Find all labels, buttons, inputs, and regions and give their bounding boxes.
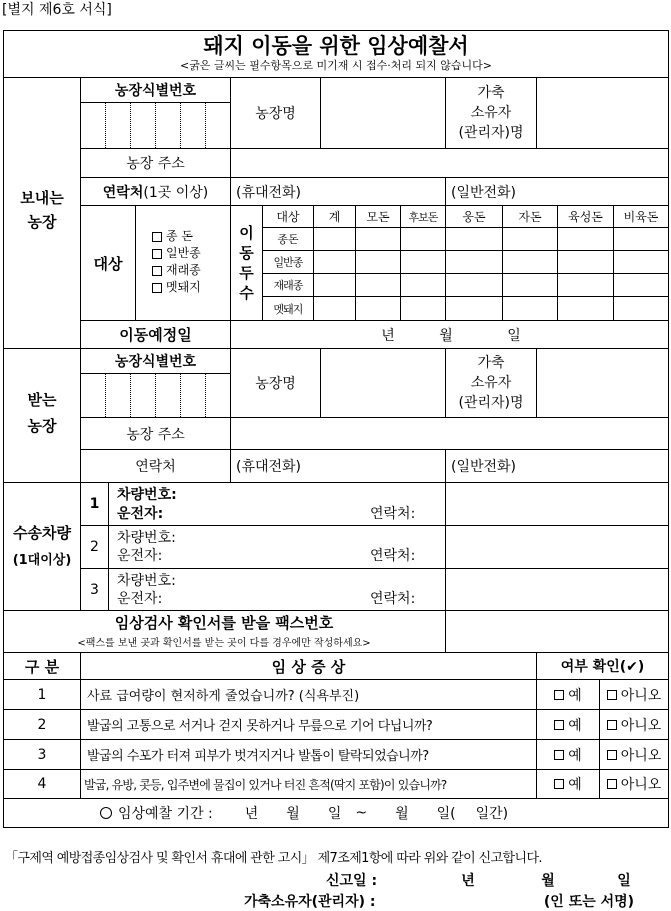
vehicle-number-field[interactable]: 차량번호: bbox=[117, 529, 176, 546]
count-label: 이 동 두 수 bbox=[239, 224, 254, 302]
receiver-farm-id-input[interactable] bbox=[81, 374, 230, 416]
receiver-address-label: 농장 주소 bbox=[126, 426, 185, 443]
owner-signature-label: 가축소유자(관리자) : bbox=[244, 894, 376, 910]
checkbox-icon bbox=[607, 690, 617, 700]
checkbox-icon bbox=[607, 720, 617, 730]
count-row-wild: 멧돼지 bbox=[273, 302, 303, 316]
symptom-no-checkbox[interactable]: 아니오 bbox=[600, 680, 668, 709]
signature-field[interactable]: (인 또는 서명) bbox=[543, 894, 635, 910]
symptom-col-symptom: 임 상 증 상 bbox=[271, 657, 346, 676]
target-option-wild[interactable]: 멧돼지 bbox=[152, 279, 230, 296]
transport-row-num: 2 bbox=[90, 539, 99, 555]
circle-icon bbox=[100, 807, 112, 819]
checkbox-icon bbox=[554, 720, 564, 730]
symptom-col-class: 구 분 bbox=[24, 657, 60, 676]
checkbox-icon bbox=[554, 779, 564, 789]
receiver-contact-label: 연락처 bbox=[135, 459, 176, 475]
move-date-month: 월 bbox=[439, 327, 453, 344]
sender-farm-id-input[interactable] bbox=[81, 103, 230, 147]
count-header-grower: 육성돈 bbox=[568, 210, 603, 224]
count-header-finisher: 비육돈 bbox=[623, 210, 659, 224]
contact-label-suffix: (1곳 이상) bbox=[143, 184, 209, 201]
target-option-general[interactable]: 일반종 bbox=[152, 245, 230, 262]
receiver-owner-label: 가축 소유자 (관리자)명 bbox=[458, 355, 524, 411]
sender-farm-id-label: 농장식별번호 bbox=[114, 83, 197, 99]
sender-owner-input[interactable] bbox=[537, 78, 668, 148]
transport-section-sub: (1대이상) bbox=[12, 552, 72, 568]
driver-contact-field[interactable]: 연락처: bbox=[370, 547, 416, 564]
driver-field[interactable]: 운전자: bbox=[117, 590, 163, 607]
count-row-general: 일반종 bbox=[273, 256, 303, 269]
checkbox-icon bbox=[152, 249, 162, 259]
driver-contact-field[interactable]: 연락처: bbox=[370, 590, 416, 607]
count-header-piglet: 자돈 bbox=[518, 210, 542, 224]
symptom-yes-checkbox[interactable]: 예 bbox=[537, 710, 599, 739]
form-tag: [별지 제6호 서식] bbox=[2, 2, 112, 18]
sender-owner-label: 가축 소유자 (관리자)명 bbox=[458, 85, 524, 141]
symptom-num: 3 bbox=[37, 746, 47, 763]
symptom-no-checkbox[interactable]: 아니오 bbox=[600, 770, 668, 798]
receiver-farm-name-label: 농장명 bbox=[255, 376, 296, 392]
target-options bbox=[152, 228, 230, 300]
receiver-landline-field[interactable]: (일반전화) bbox=[451, 459, 517, 475]
sender-contact-label bbox=[81, 178, 230, 205]
observation-period[interactable]: 임상예찰 기간 : 년 월 일 ~ 월 일( 일간) bbox=[100, 799, 668, 827]
vehicle-number-field[interactable]: 차량번호: bbox=[117, 486, 177, 503]
vehicle-number-field[interactable]: 차량번호: bbox=[117, 572, 176, 589]
period-label: 임상예찰 기간 : bbox=[118, 806, 213, 822]
sender-mobile-field[interactable]: (휴대전화) bbox=[236, 184, 302, 201]
receiver-mobile-field[interactable]: (휴대전화) bbox=[236, 459, 302, 475]
receiver-section-label: 받는 농장 bbox=[27, 391, 57, 435]
symptom-yes-checkbox[interactable]: 예 bbox=[537, 680, 599, 709]
sender-farm-name-label: 농장명 bbox=[255, 106, 296, 122]
symptom-num: 1 bbox=[37, 686, 47, 703]
move-date-year: 년 bbox=[381, 327, 395, 344]
page-title: 돼지 이동을 위한 임상예찰서 bbox=[203, 34, 469, 58]
subtitle: <굵은 글씨는 필수항목으로 미기재 시 접수·처리 되지 않습니다> bbox=[179, 59, 493, 72]
sender-address-label: 농장 주소 bbox=[126, 156, 185, 172]
driver-field[interactable]: 운전자: bbox=[117, 547, 163, 564]
symptom-no-checkbox[interactable]: 아니오 bbox=[600, 740, 668, 769]
transport-row-num: 3 bbox=[90, 581, 99, 598]
sender-section-label: 보내는 농장 bbox=[20, 189, 64, 231]
move-date-day: 일 bbox=[507, 327, 521, 344]
report-month[interactable]: 월 bbox=[541, 873, 555, 889]
sender-landline-field[interactable]: (일반전화) bbox=[451, 184, 517, 201]
move-date-input[interactable] bbox=[231, 321, 668, 348]
sender-farm-name-input[interactable] bbox=[321, 78, 445, 148]
symptom-no-checkbox[interactable]: 아니오 bbox=[600, 710, 668, 739]
fax-input[interactable] bbox=[446, 611, 668, 652]
receiver-farm-id-label: 농장식별번호 bbox=[114, 354, 197, 370]
symptom-text: 발굽의 고통으로 서거나 걷지 못하거나 무릎으로 기어 다닙니까? bbox=[87, 719, 433, 734]
count-header-total: 계 bbox=[328, 210, 341, 224]
symptom-num: 4 bbox=[37, 776, 47, 792]
symptom-num: 2 bbox=[37, 716, 47, 733]
transport-row-num: 1 bbox=[89, 496, 100, 512]
count-header-gilt: 후보돈 bbox=[408, 210, 438, 224]
receiver-owner-input[interactable] bbox=[537, 349, 668, 417]
declaration-statement: 「구제역 예방접종임상검사 및 확인서 휴대에 관한 고시」 제7조제1항에 따라 위와 같이 신고합니다. bbox=[5, 850, 542, 866]
symptom-col-check: 여부 확인(✔) bbox=[560, 659, 645, 675]
count-header-target: 대상 bbox=[276, 210, 300, 224]
target-option-breeding[interactable]: 종 돈 bbox=[152, 228, 230, 245]
sender-target-label: 대상 bbox=[93, 254, 123, 273]
symptom-text: 발굽의 수포가 터져 피부가 벗겨지거나 발톱이 탈락되었습니까? bbox=[87, 749, 429, 764]
checkbox-icon bbox=[152, 283, 162, 293]
move-date-label: 이동예정일 bbox=[119, 326, 192, 344]
symptom-yes-checkbox[interactable]: 예 bbox=[537, 770, 599, 798]
receiver-address-input[interactable] bbox=[231, 418, 668, 449]
report-year[interactable]: 년 bbox=[461, 873, 475, 889]
report-day[interactable]: 일 bbox=[617, 873, 631, 889]
contact-label-bold: 연락처 bbox=[102, 184, 144, 201]
fax-label: 임상검사 확인서를 받을 팩스번호 bbox=[114, 613, 334, 632]
symptom-yes-checkbox[interactable]: 예 bbox=[537, 740, 599, 769]
checkbox-icon bbox=[152, 266, 162, 276]
count-header-boar: 웅돈 bbox=[462, 210, 486, 224]
symptom-text: 발굽, 유방, 콧등, 입주변에 물집이 있거나 터진 흔적(딱지 포함)이 있습니까? bbox=[84, 777, 447, 792]
checkbox-icon bbox=[554, 690, 564, 700]
checkbox-icon bbox=[607, 750, 617, 760]
transport-section-label: 수송차량 bbox=[13, 523, 71, 542]
count-header-sow: 모돈 bbox=[366, 210, 390, 224]
checkbox-icon bbox=[607, 779, 617, 789]
checkbox-icon bbox=[152, 232, 162, 242]
symptom-text: 사료 급여량이 현저하게 줄었습니까? (식욕부진) bbox=[87, 689, 360, 704]
count-row-breeding: 종돈 bbox=[277, 233, 299, 246]
receiver-farm-name-input[interactable] bbox=[321, 349, 445, 417]
fax-note: <팩스를 보낸 곳과 확인서를 받는 곳이 다를 경우에만 작성하세요> bbox=[77, 637, 371, 649]
sender-address-input[interactable] bbox=[231, 149, 668, 177]
driver-contact-field[interactable]: 연락처: bbox=[370, 505, 416, 522]
driver-field[interactable]: 운전자: bbox=[117, 505, 164, 522]
target-option-native[interactable]: 재래종 bbox=[152, 262, 230, 279]
count-row-native: 재래종 bbox=[273, 279, 303, 292]
report-date-label: 신고일 : bbox=[326, 873, 378, 889]
checkbox-icon bbox=[554, 750, 564, 760]
